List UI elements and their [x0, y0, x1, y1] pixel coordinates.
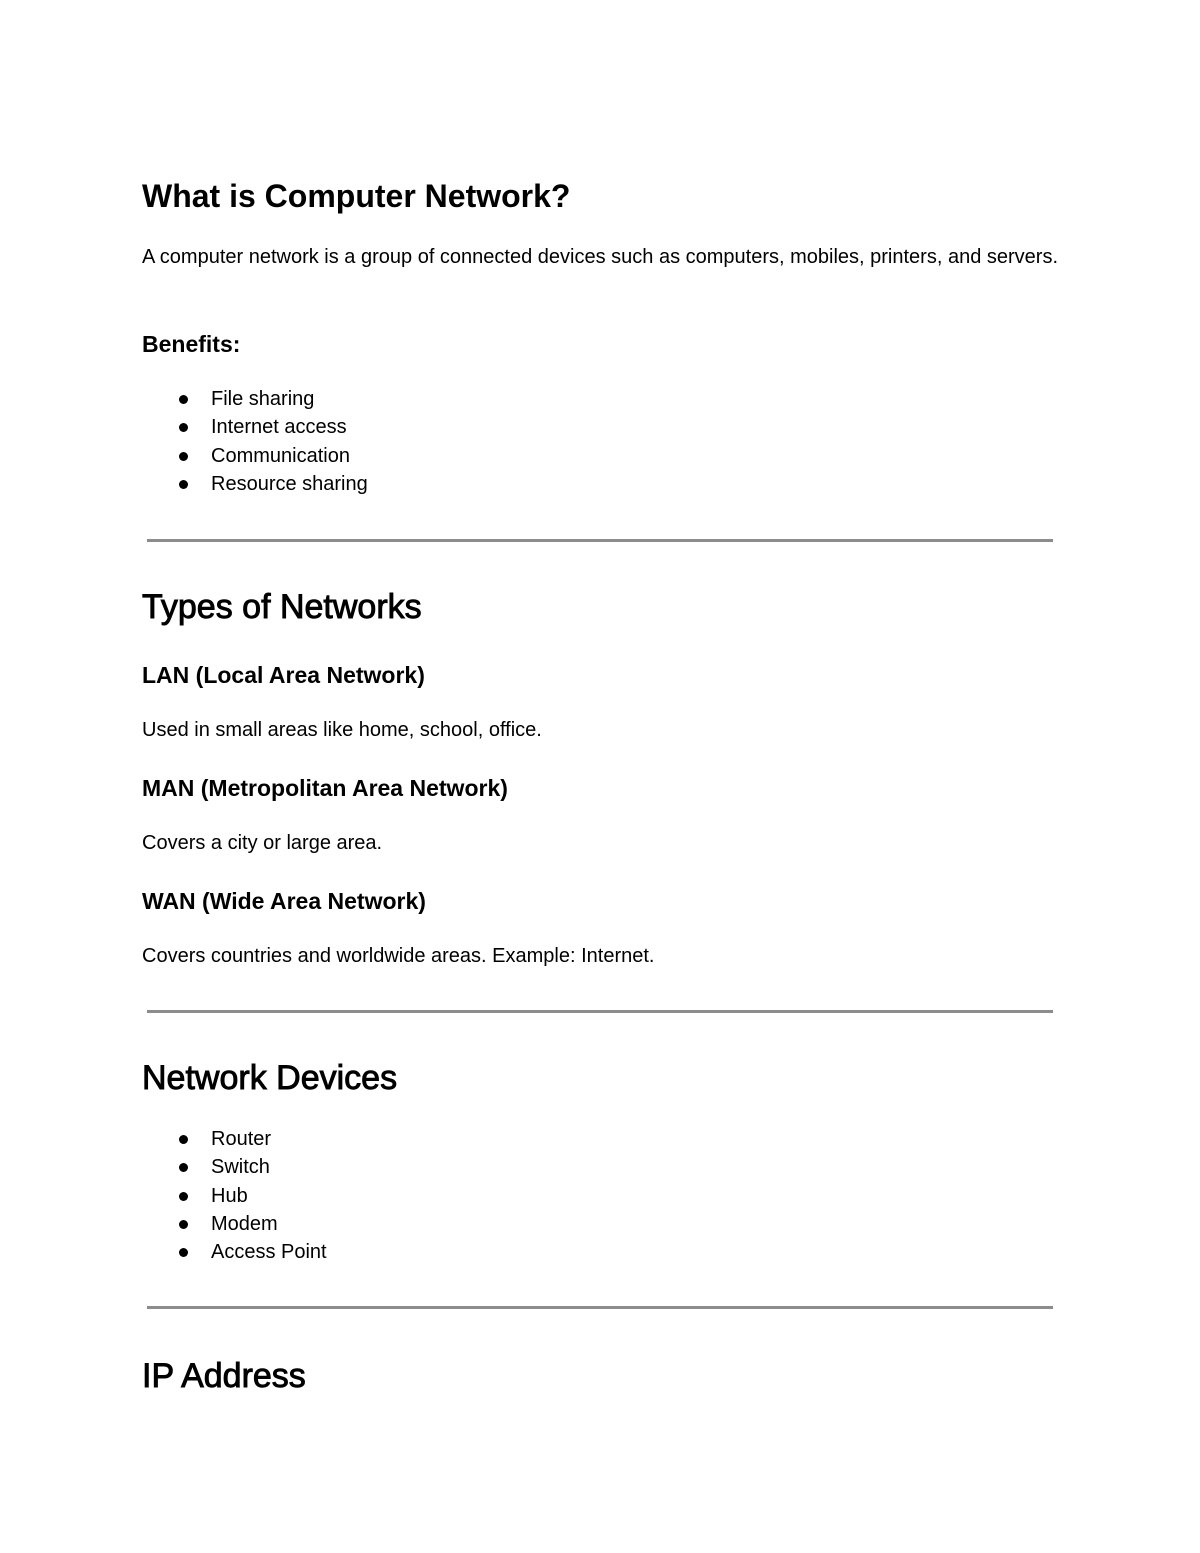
benefits-list — [142, 385, 368, 498]
list-item-label: File sharing — [211, 388, 315, 410]
benefits-heading: Benefits: — [142, 331, 241, 357]
list-item — [142, 442, 368, 470]
section-title-ip-address: IP Address — [142, 1357, 306, 1395]
list-item — [142, 1153, 327, 1181]
section-title-types-of-networks: Types of Networks — [142, 588, 422, 626]
section-title-computer-network: What is Computer Network? — [142, 178, 571, 214]
list-item-label: Hub — [211, 1184, 248, 1207]
list-item — [142, 1210, 327, 1238]
bullet-icon — [179, 1192, 188, 1201]
list-item-label: Resource sharing — [211, 472, 368, 495]
lan-heading: LAN (Local Area Network) — [142, 662, 425, 688]
horizontal-rule — [147, 1306, 1053, 1309]
list-item — [142, 470, 368, 498]
list-item — [142, 413, 368, 441]
bullet-icon — [179, 1248, 188, 1257]
list-item-label: Modem — [211, 1212, 278, 1235]
section-title-network-devices: Network Devices — [142, 1059, 398, 1097]
wan-description: Covers countries and worldwide areas. Example: Internet. — [142, 945, 655, 967]
list-item — [142, 385, 368, 413]
bullet-icon — [179, 1220, 188, 1229]
intro-paragraph: A computer network is a group of connected devices such as computers, mobiles, printers, and servers. — [142, 246, 1058, 268]
bullet-icon — [179, 423, 188, 432]
man-description: Covers a city or large area. — [142, 832, 383, 854]
list-item-label: Switch — [211, 1156, 270, 1179]
horizontal-rule — [147, 1010, 1053, 1013]
list-item-label: Access Point — [211, 1241, 327, 1264]
man-heading: MAN (Metropolitan Area Network) — [142, 775, 508, 801]
list-item-label: Internet access — [211, 416, 347, 439]
bullet-icon — [179, 480, 188, 489]
bullet-icon — [179, 1135, 188, 1144]
list-item — [142, 1182, 327, 1210]
list-item — [142, 1238, 327, 1266]
wan-heading: WAN (Wide Area Network) — [142, 888, 426, 914]
list-item-label: Communication — [211, 444, 350, 467]
bullet-icon — [179, 1163, 188, 1172]
horizontal-rule — [147, 539, 1053, 542]
list-item-label: Router — [211, 1128, 272, 1150]
lan-description: Used in small areas like home, school, office. — [142, 719, 542, 741]
bullet-icon — [179, 452, 188, 461]
bullet-icon — [179, 395, 188, 404]
devices-list — [142, 1125, 327, 1266]
list-item — [142, 1125, 327, 1153]
